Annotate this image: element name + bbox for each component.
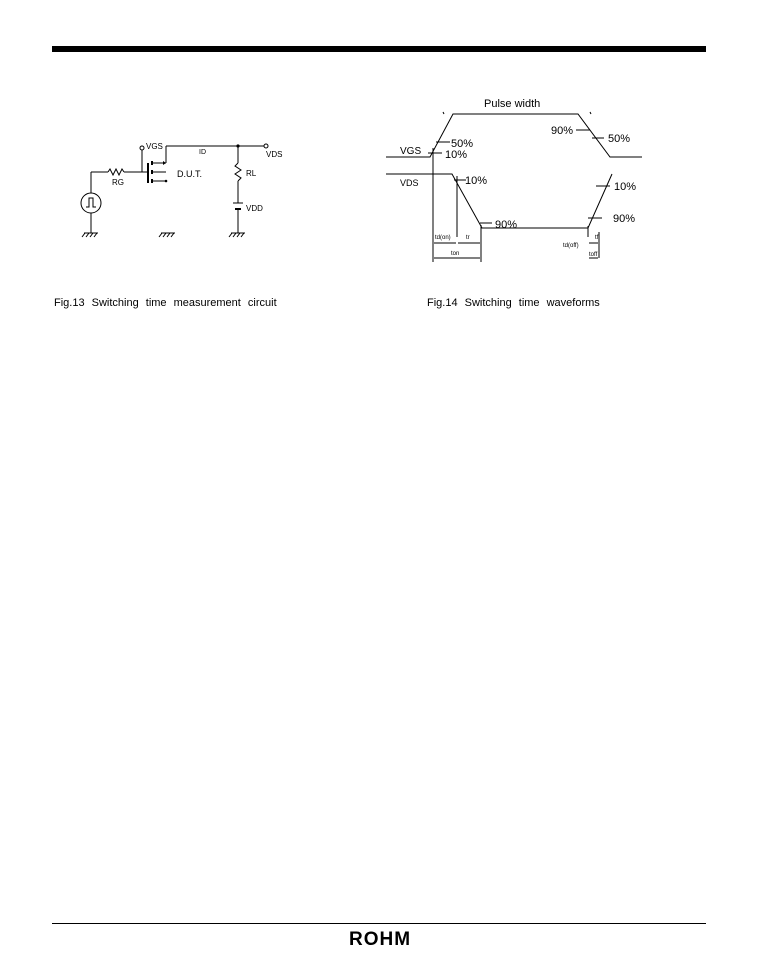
circuit-label-rl: RL (246, 169, 257, 178)
tf-label: tf (595, 235, 599, 241)
toff-label: toff (589, 252, 598, 258)
circuit-label-vds: VDS (266, 150, 283, 159)
vds-off-10-label: 10% (614, 181, 637, 193)
fig13-caption: Fig.13 Switching time measurement circuit (54, 297, 277, 309)
ton-label: ton (451, 251, 460, 257)
fig14-caption: Fig.14 Switching time waveforms (427, 297, 600, 309)
td-off-label: td(off) (563, 243, 579, 249)
tr-label: tr (466, 235, 470, 241)
vgs-off-90-label: 90% (551, 125, 574, 137)
circuit-label-rg: RG (112, 178, 124, 187)
pulse-source-symbol (81, 193, 101, 213)
vgs-off-50-label: 50% (608, 133, 631, 145)
pulse-width-label: Pulse width (484, 98, 541, 110)
vgs-on-50-label: 50% (451, 138, 474, 150)
rohm-logo-text: ROHM (348, 929, 412, 949)
vds-off-90-label: 90% (613, 213, 636, 225)
vgs-waveform (386, 114, 642, 157)
wave-label-vgs: VGS (400, 146, 422, 157)
vds-on-90-label: 90% (495, 219, 518, 231)
td-on-label: td(on) (435, 235, 451, 241)
circuit-label-id: ID (199, 149, 206, 156)
circuit-label-vdd: VDD (246, 204, 263, 213)
vgs-on-10-label: 10% (445, 149, 468, 161)
switching-circuit-diagram (60, 130, 320, 250)
wave-label-vds: VDS (400, 178, 419, 188)
circuit-label-dut: D.U.T. (177, 169, 203, 179)
footer-rule (52, 923, 706, 924)
switching-waveform-diagram (380, 90, 650, 270)
rl-resistor (235, 163, 241, 181)
circuit-label-vgs: VGS (146, 142, 163, 151)
vds-on-10-label: 10% (465, 175, 488, 187)
rg-resistor (108, 169, 124, 175)
rohm-logo (340, 927, 420, 949)
header-rule (52, 46, 706, 52)
